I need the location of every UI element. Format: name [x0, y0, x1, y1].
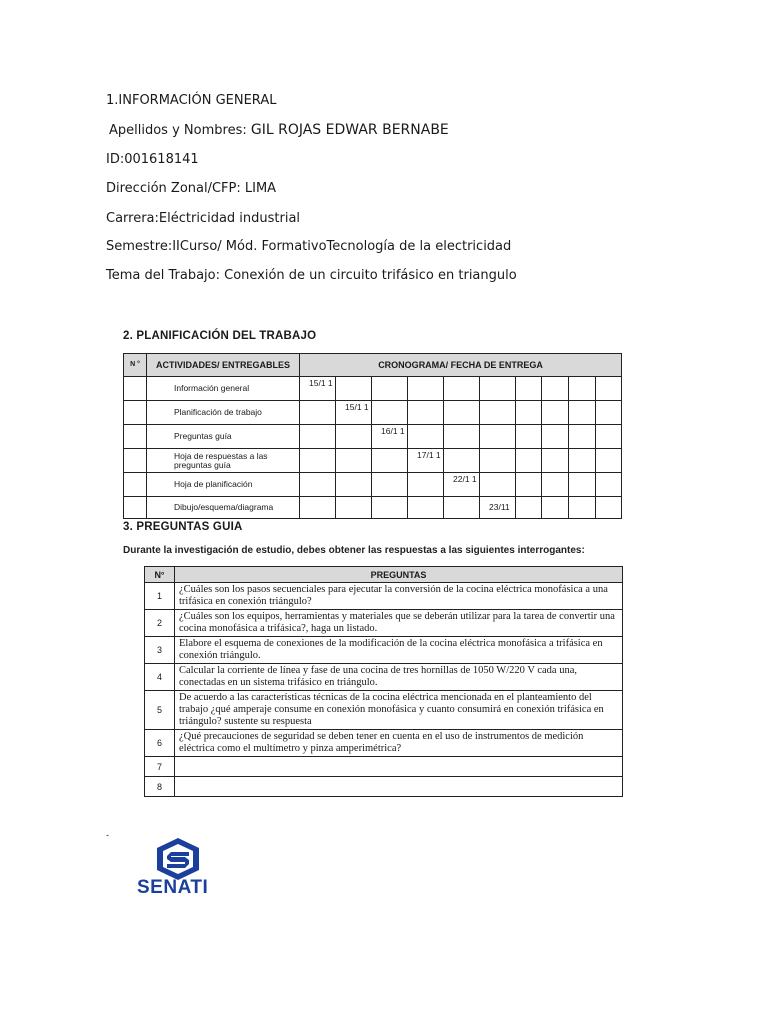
plan-row — [124, 377, 622, 401]
plan-row-date: 15/1 1 — [300, 377, 336, 401]
plan-row — [124, 401, 622, 425]
plan-cell-empty — [516, 401, 542, 425]
plan-cell-empty — [408, 401, 444, 425]
plan-row — [124, 473, 622, 497]
plan-cell-empty — [569, 473, 596, 497]
plan-cell-empty — [444, 425, 480, 449]
question-row — [145, 757, 623, 777]
plan-row-activity: Dibujo/esquema/diagrama — [147, 497, 300, 519]
plan-cell-empty — [300, 425, 336, 449]
question-number: 1 — [145, 583, 175, 610]
plan-row-activity: Preguntas guía — [147, 425, 300, 449]
plan-cell-empty — [300, 449, 336, 473]
plan-row-activity: Planificación de trabajo — [147, 401, 300, 425]
plan-cell-empty — [372, 449, 408, 473]
semestre-line: Semestre:IICurso/ Mód. FormativoTecnología de la electricidad — [106, 239, 512, 254]
question-text: ¿Cuáles son los equipos, herramientas y materiales que se deberán utilizar para la tarea de convertir una cocina monofásica a trifásica?, haga un listado. — [175, 610, 623, 637]
plan-cell-empty — [480, 377, 516, 401]
plan-cell-empty — [569, 377, 596, 401]
questions-col-n: N° — [145, 567, 175, 583]
questions-table — [144, 566, 623, 797]
plan-row-n — [124, 377, 147, 401]
plan-cell-empty — [480, 401, 516, 425]
plan-cell-empty — [596, 401, 622, 425]
plan-cell-empty — [516, 377, 542, 401]
plan-cell-empty — [542, 449, 569, 473]
plan-col-schedule: CRONOGRAMA/ FECHA DE ENTREGA — [300, 354, 622, 377]
plan-cell-empty — [372, 401, 408, 425]
plan-cell-empty — [516, 473, 542, 497]
plan-row-date: 17/1 1 — [408, 449, 444, 473]
plan-row-n — [124, 425, 147, 449]
plan-cell-empty — [444, 449, 480, 473]
plan-table — [123, 353, 622, 519]
plan-row-date: 16/1 1 — [372, 425, 408, 449]
carrera-line: Carrera:Eléctricidad industrial — [106, 211, 301, 226]
plan-col-activities: ACTIVIDADES/ ENTREGABLES — [147, 354, 300, 377]
question-row — [145, 664, 623, 691]
plan-row-n — [124, 401, 147, 425]
tema-line: Tema del Trabajo: Conexión de un circuito trifásico en triangulo — [106, 268, 517, 283]
plan-cell-empty — [542, 377, 569, 401]
plan-row-date: 15/1 1 — [336, 401, 372, 425]
plan-cell-empty — [408, 425, 444, 449]
question-number: 7 — [145, 757, 175, 777]
plan-cell-empty — [336, 473, 372, 497]
plan-cell-empty — [372, 497, 408, 519]
plan-cell-empty — [444, 401, 480, 425]
plan-cell-empty — [300, 401, 336, 425]
plan-title: 2. PLANIFICACIÓN DEL TRABAJO — [123, 330, 317, 342]
question-row — [145, 691, 623, 730]
plan-cell-empty — [542, 473, 569, 497]
questions-col-q: PREGUNTAS — [175, 567, 623, 583]
plan-cell-empty — [516, 449, 542, 473]
question-text: ¿Cuáles son los pasos secuenciales para ejecutar la conversión de la cocina eléctrica monofásica a una trifásica en conexión triángulo? — [175, 583, 623, 610]
name-label: Apellidos y Nombres: — [109, 123, 251, 138]
plan-row-date: 22/1 1 — [444, 473, 480, 497]
question-row — [145, 637, 623, 664]
plan-row-n — [124, 473, 147, 497]
question-text: De acuerdo a las características técnicas de la cocina eléctrica mencionada en el planteamiento del trabajo ¿qué amperaje consume en conexión monofásica y cuanto consumirá en conexión trifásica en triángulo? sustente su respuesta — [175, 691, 623, 730]
questions-intro: Durante la investigación de estudio, debes obtener las respuestas a las siguientes interrogantes: — [123, 545, 585, 556]
senati-logo-text: SENATI — [137, 877, 209, 898]
plan-cell-empty — [300, 497, 336, 519]
question-number: 2 — [145, 610, 175, 637]
plan-row — [124, 425, 622, 449]
plan-cell-empty — [336, 377, 372, 401]
id-line: ID:001618141 — [106, 152, 199, 167]
plan-cell-empty — [372, 473, 408, 497]
plan-row-n — [124, 449, 147, 473]
plan-cell-empty — [372, 377, 408, 401]
question-row — [145, 730, 623, 757]
dash-mark: - — [106, 830, 109, 840]
plan-cell-empty — [596, 425, 622, 449]
plan-cell-empty — [336, 449, 372, 473]
question-text: Elabore el esquema de conexiones de la modificación de la cocina eléctrica monofásica a trifásica en conexión triángulo. — [175, 637, 623, 664]
question-row — [145, 610, 623, 637]
plan-row — [124, 449, 622, 473]
plan-cell-empty — [542, 425, 569, 449]
plan-cell-empty — [300, 473, 336, 497]
plan-col-n: N ° — [124, 354, 147, 377]
plan-cell-empty — [516, 497, 542, 519]
zona-line: Dirección Zonal/CFP: LIMA — [106, 181, 277, 196]
question-row — [145, 777, 623, 797]
question-text — [175, 777, 623, 797]
plan-cell-empty — [408, 473, 444, 497]
question-text — [175, 757, 623, 777]
question-row — [145, 583, 623, 610]
plan-cell-empty — [542, 497, 569, 519]
plan-cell-empty — [596, 449, 622, 473]
question-number: 4 — [145, 664, 175, 691]
plan-cell-empty — [480, 473, 516, 497]
plan-row-activity: Hoja de planificación — [147, 473, 300, 497]
question-text: ¿Qué precauciones de seguridad se deben tener en cuenta en el uso de instrumentos de medición eléctrica como el multímetro y pinza amperimétrica? — [175, 730, 623, 757]
plan-cell-empty — [336, 497, 372, 519]
plan-row-activity: Información general — [147, 377, 300, 401]
plan-cell-empty — [444, 497, 480, 519]
info-heading: 1.INFORMACIÓN GENERAL — [106, 93, 277, 108]
question-text: Calcular la corriente de línea y fase de una cocina de tres hornillas de 1050 W/220 V cada una, conectadas en un sistema trifásico en triángulo. — [175, 664, 623, 691]
plan-cell-empty — [336, 425, 372, 449]
plan-row-n — [124, 497, 147, 519]
plan-cell-empty — [444, 377, 480, 401]
plan-row-date: 23/11 — [480, 497, 516, 519]
plan-cell-empty — [569, 497, 596, 519]
plan-cell-empty — [516, 425, 542, 449]
plan-cell-empty — [542, 401, 569, 425]
plan-cell-empty — [408, 497, 444, 519]
plan-cell-empty — [596, 497, 622, 519]
question-number: 5 — [145, 691, 175, 730]
name-value: GIL ROJAS EDWAR BERNABE — [250, 122, 449, 138]
name-line — [109, 122, 449, 138]
plan-cell-empty — [569, 401, 596, 425]
plan-cell-empty — [596, 377, 622, 401]
plan-row-activity: Hoja de respuestas a las preguntas guía — [147, 449, 300, 473]
question-number: 3 — [145, 637, 175, 664]
plan-cell-empty — [569, 449, 596, 473]
questions-title: 3. PREGUNTAS GUIA — [123, 521, 243, 533]
plan-cell-empty — [480, 449, 516, 473]
plan-cell-empty — [480, 425, 516, 449]
plan-cell-empty — [569, 425, 596, 449]
plan-cell-empty — [596, 473, 622, 497]
question-number: 8 — [145, 777, 175, 797]
question-number: 6 — [145, 730, 175, 757]
plan-row — [124, 497, 622, 519]
plan-cell-empty — [408, 377, 444, 401]
